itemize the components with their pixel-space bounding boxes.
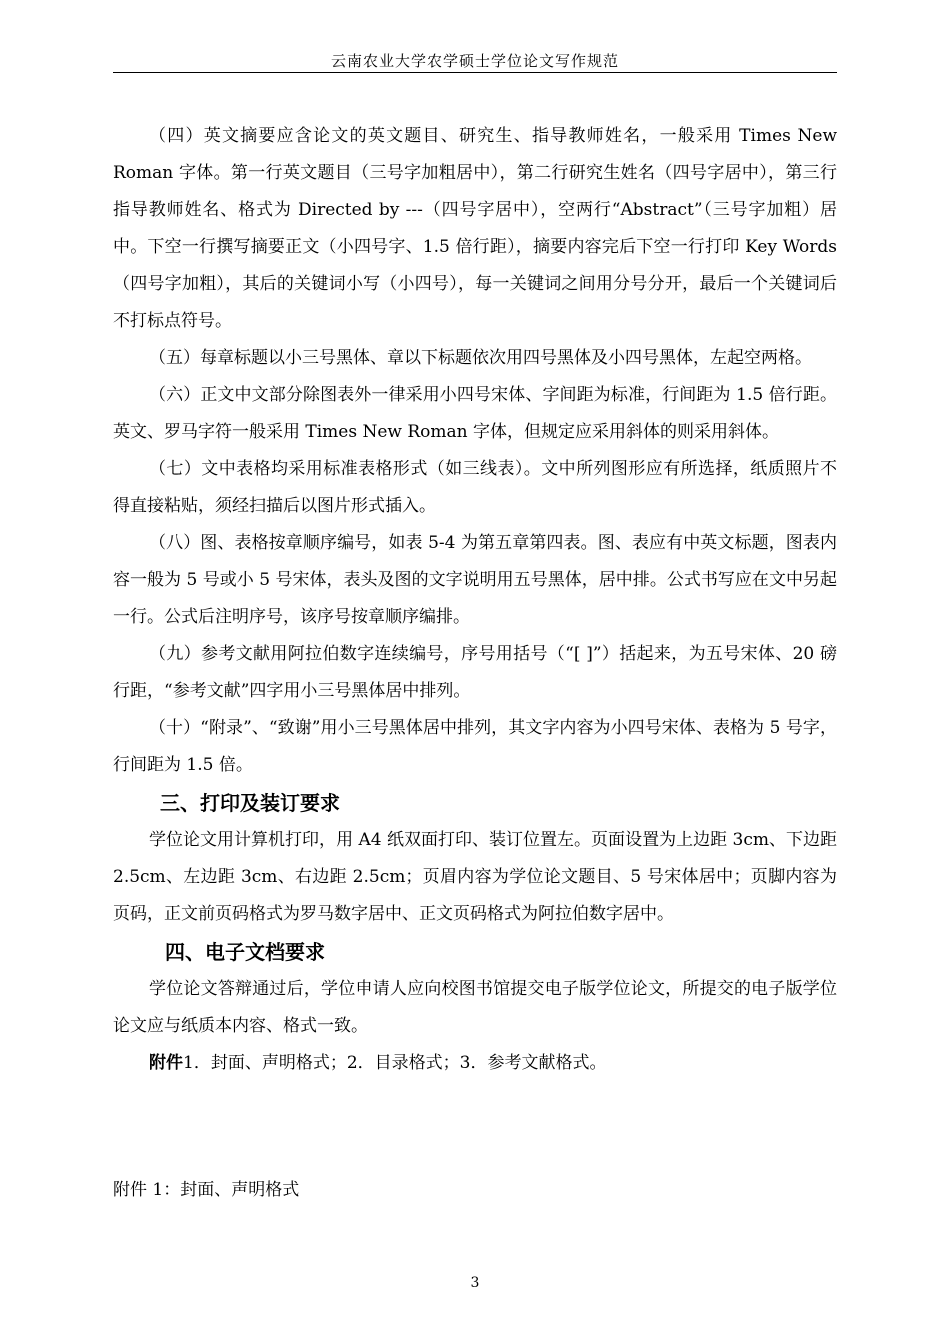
attachment-1-title: 附件 1：封面、声明格式 <box>113 1180 300 1200</box>
paragraph-item-5: （五）每章标题以小三号黑体、章以下标题依次用四号黑体及小四号黑体，左起空两格。 <box>149 348 812 368</box>
paragraph-item-8: （八）图、表格按章顺序编号，如表 5-4 为第五章第四表。图、表应有中英文标题，图表内容一般为 5 号或小 5 号宋体，表头及图的文字说明用五号黑体，居中排。公式书写应在文中另起一行。公式后注明序号，该序号按章顺序编排。 <box>113 533 837 627</box>
paragraph-item-9: （九）参考文献用阿拉伯数字连续编号，序号用括号（“[ ]”）括起来，为五号宋体、20 磅行距，“参考文献”四字用小三号黑体居中排列。 <box>113 644 837 701</box>
paragraph-item-10: （十）“附录”、“致谢”用小三号黑体居中排列，其文字内容为小四号宋体、表格为 5 号字，行间距为 1.5 倍。 <box>113 718 837 775</box>
paragraph-item-4: （四）英文摘要应含论文的英文题目、研究生、指导教师姓名，一般采用 Times New Roman 字体。第一行英文题目（三号字加粗居中），第二行研究生姓名（四号字居中），第三行指导教师姓名、格式为 Directed by ---（四号字居中），空两行“Abstract”（三号字加粗）居中。下空一行撰写摘要正文（小四号字、1.5 倍行距），摘要内容完后下空一行打印 Key Words（四号字加粗），其后的关键词小写（小四号），每一关键词之间用分号分开，最后一个关键词后不打标点符号。 <box>113 126 837 331</box>
page-number: 3 <box>470 1275 480 1291</box>
section-body-electronic: 学位论文答辩通过后，学位申请人应向校图书馆提交电子版学位论文，所提交的电子版学位论文应与纸质本内容、格式一致。 <box>113 979 837 1036</box>
page-header: 云南农业大学农学硕士学位论文写作规范 <box>330 52 619 70</box>
paragraph-item-6: （六）正文中文部分除图表外一律采用小四号宋体、字间距为标准，行间距为 1.5 倍行距。英文、罗马字符一般采用 Times New Roman 字体，但规定应采用斜体的则采用斜体。 <box>113 385 837 442</box>
section-body-printing: 学位论文用计算机打印，用 A4 纸双面打印、装订位置左。页面设置为上边距 3cm、下边距 2.5cm、左边距 3cm、右边距 2.5cm；页眉内容为学位论文题目、5 号宋体居中；页脚内容为页码，正文前页码格式为罗马数字居中、正文页码格式为阿拉伯数字居中。 <box>113 830 837 924</box>
section-heading-printing: 三、打印及装订要求 <box>160 791 340 815</box>
attachments-line <box>113 1045 837 1082</box>
attachments-list: 1．封面、声明格式；2．目录格式；3．参考文献格式。 <box>183 1053 607 1073</box>
attachments-label: 附件 <box>149 1053 183 1073</box>
header-rule <box>113 72 837 73</box>
paragraph-item-7: （七）文中表格均采用标准表格形式（如三线表）。文中所列图形应有所选择，纸质照片不得直接粘贴，须经扫描后以图片形式插入。 <box>113 459 837 516</box>
page-body <box>113 118 837 1082</box>
section-heading-electronic: 四、电子文档要求 <box>165 940 325 964</box>
